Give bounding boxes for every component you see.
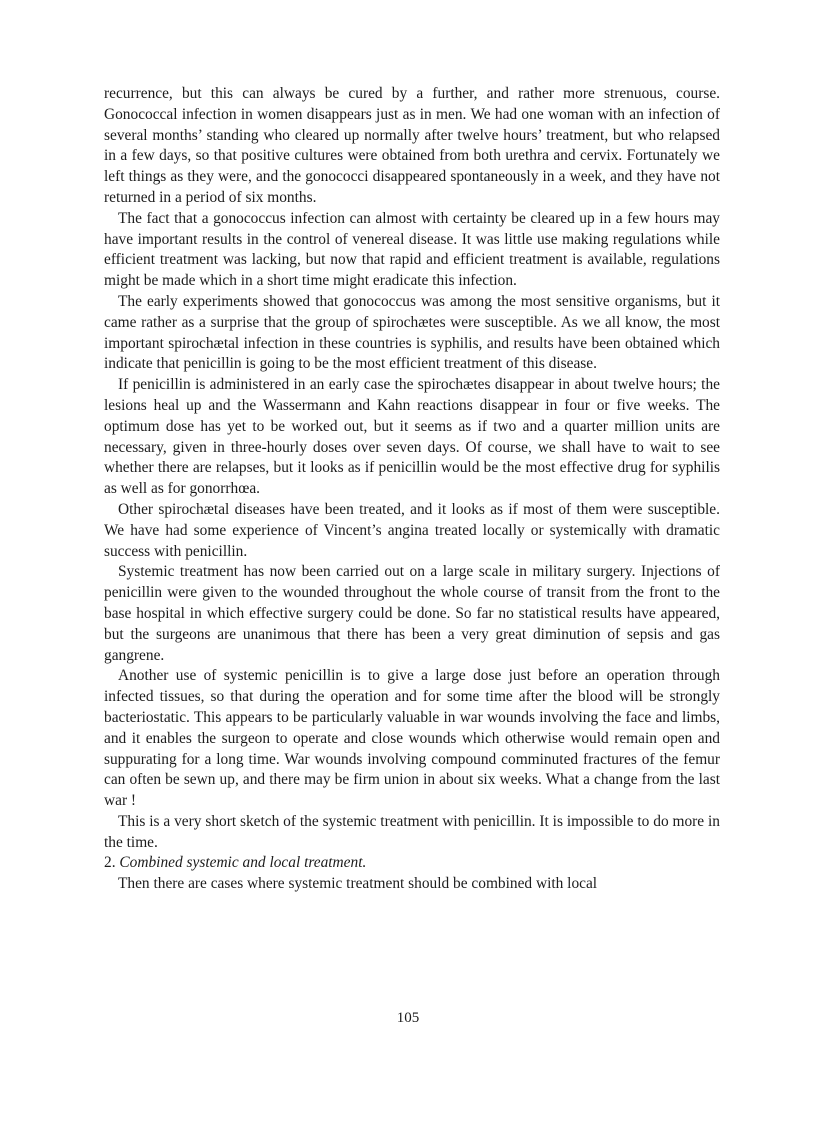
section-heading [104, 853, 720, 874]
paragraph: This is a very short sketch of the systemic treatment with penicillin. It is impossible to do more in the time. [104, 812, 720, 851]
paragraph: Other spirochætal diseases have been treated, and it looks as if most of them were susceptible. We have had some experience of Vincent’s angina treated locally or systemically with dramatic success with penicillin. [104, 500, 720, 560]
section-title: Combined systemic and local treatment. [119, 854, 367, 872]
paragraph: The fact that a gonococcus infection can almost with certainty be cleared up in a few hours may have important results in the control of venereal disease. It was little use making regulations while efficient treatment was lacking, but now that rapid and efficient treatment is available, regulations might be made which in a short time might eradicate this infection. [104, 209, 720, 290]
page-number: 105 [396, 1010, 420, 1026]
closing-paragraph: Then there are cases where systemic treatment should be combined with local [118, 875, 598, 893]
paragraph: recurrence, but this can always be cured by a further, and rather more strenuous, course. Gonococcal infection in women disappears just as in men. We had one woman with an infection of several months’ standing who cleared up normally after twelve hours’ treatment, but who relapsed in a few days, so that positive cultures were obtained from both urethra and cervix. Fortunately we left things as they were, and the gonococci disappeared spontaneously in a week, and they have not returned in a period of six months. [104, 85, 720, 206]
paragraph: Another use of systemic penicillin is to give a large dose just before an operation through infected tissues, so that during the operation and for some time after the blood will be strongly bacteriostatic. This appears to be particularly valuable in war wounds involving the face and limbs, and it enables the surgeon to operate and close wounds which otherwise would remain open and suppurating for a long time. War wounds involving compound comminuted fractures of the femur can often be sewn up, and there may be firm union in about six weeks. What a change from the last war ! [104, 667, 720, 810]
paragraph: If penicillin is administered in an early case the spirochætes disappear in about twelve hours; the lesions heal up and the Wassermann and Kahn reactions disappear in four or five weeks. The optimum dose has yet to be worked out, but it seems as if two and a quarter million units are necessary, given in three-hourly doses over seven days. Of course, we shall have to wait to see whether there are relapses, but it looks as if penicillin would be the most effective drug for syphilis as well as for gonorrhœa. [104, 376, 720, 498]
paragraph: The early experiments showed that gonococcus was among the most sensitive organisms, but it came rather as a surprise that the group of spirochætes were susceptible. As we all know, the most important spirochætal infection in these countries is syphilis, and results have been obtained which indicate that penicillin is going to be the most efficient treatment of this disease. [104, 292, 720, 373]
paragraph: Systemic treatment has now been carried out on a large scale in military surgery. Injections of penicillin were given to the wounded throughout the whole course of transit from the front to the base hospital in which effective surgery could be done. So far no statistical results have appeared, but the surgeons are unanimous that there has been a very great diminution of sepsis and gas gangrene. [104, 563, 720, 664]
section-number: 2. [104, 854, 116, 872]
page-body [104, 84, 720, 895]
